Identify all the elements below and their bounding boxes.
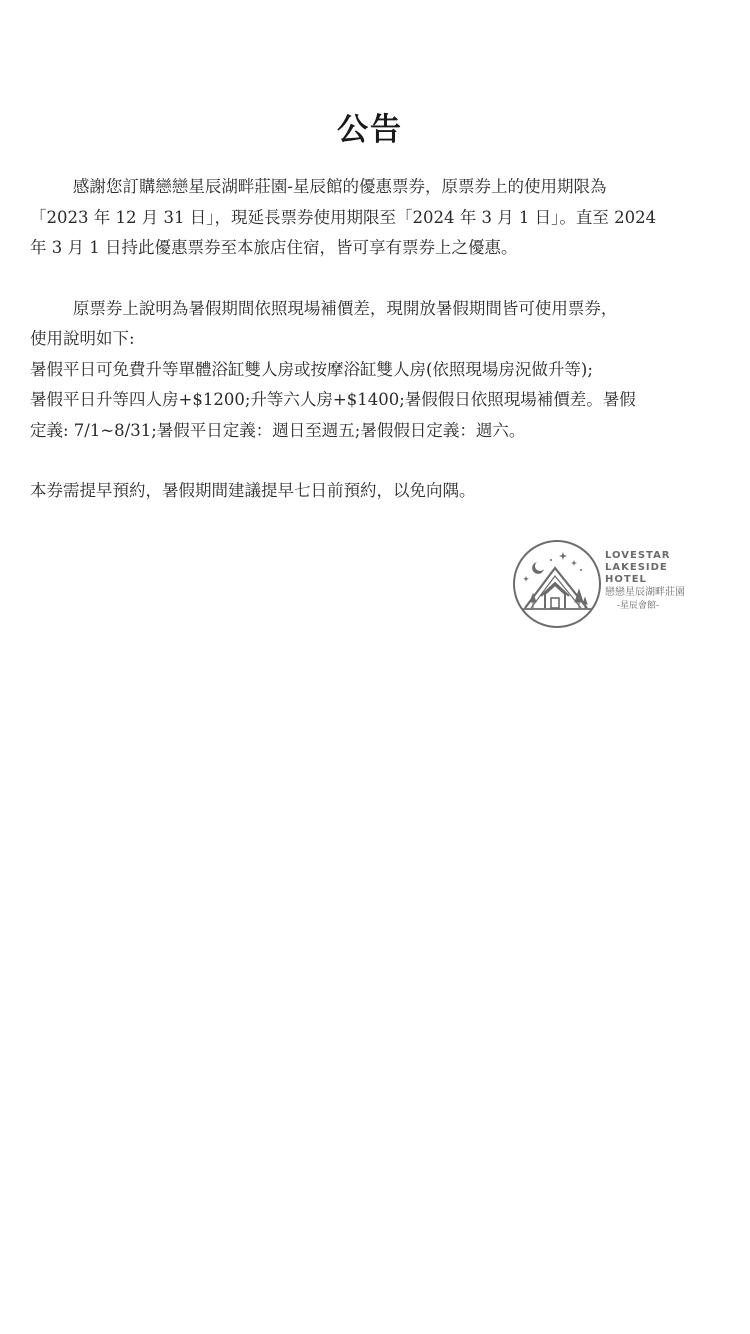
logo-chinese-subname: -星辰會館-: [617, 601, 660, 611]
logo-line-lakeside: LAKESIDE: [605, 562, 668, 573]
paragraph-line: 使用說明如下:: [30, 329, 135, 348]
hotel-logo: [511, 538, 701, 630]
paragraph-line: 感謝您訂購戀戀星辰湖畔莊園-星辰館的優惠票券，原票券上的使用期限為: [72, 177, 607, 196]
paragraph-validity-extension: [30, 172, 720, 264]
logo-line-hotel: HOTEL: [605, 574, 647, 585]
logo-chinese-name: 戀戀星辰湖畔莊園: [605, 587, 685, 598]
hotel-logo-icon: [511, 538, 603, 630]
paragraph-line: 暑假平日升等四人房+$1200;升等六人房+$1400;暑假假日依照現場補價差。暑假: [30, 390, 636, 409]
paragraph-line: 年 3 月 1 日持此優惠票券至本旅店住宿，皆可享有票券上之優惠。: [30, 238, 518, 257]
paragraph-line: 定義: 7/1~8/31;暑假平日定義：週日至週五;暑假假日定義：週六。: [30, 420, 526, 440]
hotel-logo-text: [605, 550, 685, 612]
notice-title: 公告: [337, 112, 403, 148]
paragraph-summer-usage: [30, 294, 720, 447]
paragraph-line: 暑假平日可免費升等單體浴缸雙人房或按摩浴缸雙人房(依照現場房況做升等);: [30, 359, 593, 379]
notice-body: [30, 172, 720, 507]
paragraph-line: 「2023 年 12 月 31 日」，現延長票券使用期限至「2024 年 3 月 1 日」。直至 2024: [30, 207, 657, 227]
paragraph-line: 本券需提早預約，暑假期間建議提早七日前預約，以免向隅。: [30, 481, 476, 500]
logo-line-lovestar: LOVESTAR: [605, 550, 671, 561]
paragraph-line: 原票券上說明為暑假期間依照現場補價差，現開放暑假期間皆可使用票券，: [72, 298, 618, 318]
paragraph-reservation: [30, 476, 720, 507]
